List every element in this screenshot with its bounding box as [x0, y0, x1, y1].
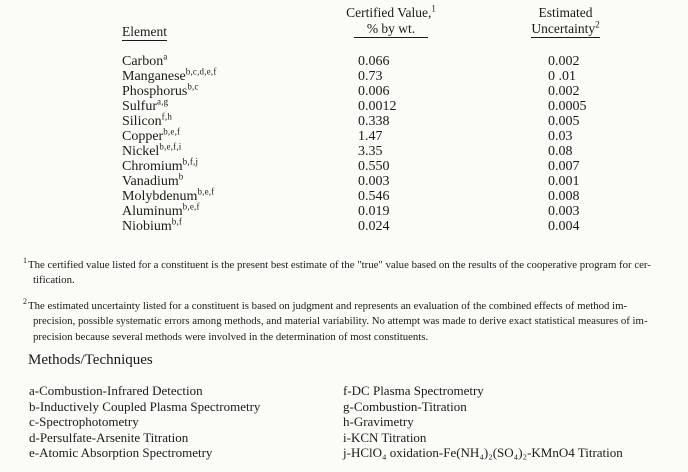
uncertainty-cell: 0.002 [548, 54, 580, 69]
element-name: Aluminum [122, 204, 183, 219]
certified-value-cell: 0.0012 [358, 99, 397, 114]
method-item: e-Atomic Absorption Spectrometry [29, 445, 213, 461]
method-code-superscript: b [178, 171, 184, 182]
uncertainty-column-header [478, 5, 653, 37]
method-item: h-Gravimetry [343, 414, 414, 430]
method-code-superscript: a [163, 51, 168, 62]
element-column-header-label: Element [122, 24, 167, 39]
element-cell [0, 96, 358, 114]
uncertainty-cell: 0.002 [548, 84, 580, 99]
table-row [0, 186, 688, 204]
method-code-superscript: b,f,j [182, 156, 199, 167]
method-item: a-Combustion-Infrared Detection [29, 383, 203, 398]
uncertainty-cell: 0.008 [548, 189, 580, 204]
methods-list-left [29, 383, 260, 461]
method-item: f-DC Plasma Spectrometry [343, 383, 484, 398]
method-item: g-Combustion-Titration [343, 398, 467, 414]
method-item: j-HClO₄ oxidation-Fe(NH₄)₂(SO₄)₂-KMnO4 Titration [343, 445, 623, 461]
footnote-1 [23, 258, 683, 289]
footnote-marker: 2 [23, 297, 27, 307]
element-name: Nickel [122, 144, 160, 159]
table-row [0, 171, 688, 189]
certified-value-column-header [301, 5, 481, 37]
element-name: Phosphorus [122, 84, 188, 99]
element-cell [0, 81, 358, 99]
certified-value-header-label: Certified Value, [346, 5, 432, 20]
element-name: Sulfur [122, 99, 157, 114]
table-row [0, 111, 688, 129]
element-cell [0, 171, 358, 189]
method-item: c-Spectrophotometry [29, 414, 139, 430]
table-row [0, 51, 688, 69]
method-item: d-Persulfate-Arsenite Titration [29, 429, 189, 445]
element-cell [0, 186, 358, 204]
element-cell [0, 216, 358, 234]
uncertainty-header-label: Uncertainty [531, 21, 596, 36]
method-code-superscript: b,e,f [197, 186, 215, 197]
footnote-2 [23, 299, 683, 345]
certified-value-cell: 0.066 [358, 54, 390, 69]
uncertainty-cell: 0 .01 [548, 69, 576, 84]
footnote-text: precision, possible systematic errors among methods, and material variability. No attempt was made to derive exact statistical measures of im- [33, 315, 648, 328]
uncertainty-cell: 0.0005 [548, 99, 587, 114]
table-header [0, 5, 688, 40]
method-code-superscript: b,f [171, 216, 183, 227]
uncertainty-cell: 0.08 [548, 144, 573, 159]
footnote-text: The estimated uncertainty listed for a constituent is based on judgment and represents an evaluation of the combined effects of method im- [28, 300, 628, 312]
certified-value-cell: 0.73 [358, 69, 383, 84]
table-row [0, 216, 688, 234]
uncertainty-cell: 0.005 [548, 114, 580, 129]
certified-value-cell: 0.550 [358, 159, 390, 174]
uncertainty-cell: 0.03 [548, 129, 573, 144]
footnote-text: precision because several methods were involved in the determination of most constituents. [33, 330, 429, 343]
method-code-superscript: b,c [187, 81, 199, 92]
certified-value-cell: 3.35 [358, 144, 383, 159]
estimated-label: Estimated [538, 5, 593, 20]
element-name: Manganese [122, 69, 186, 84]
table-row [0, 96, 688, 114]
element-cell [0, 141, 358, 159]
element-cell [0, 66, 358, 84]
footnote-marker: 1 [23, 256, 27, 266]
table-row [0, 201, 688, 219]
table-body [0, 51, 688, 234]
certified-value-cell: 0.019 [358, 204, 390, 219]
certified-value-cell: 0.546 [358, 189, 390, 204]
method-code-superscript: b,e,f [182, 201, 200, 212]
methods-list-right [343, 383, 623, 461]
method-code-superscript: b,c,d,e,f [185, 66, 217, 77]
method-item: b-Inductively Coupled Plasma Spectrometry [29, 398, 261, 414]
table-row [0, 126, 688, 144]
certified-value-cell: 0.338 [358, 114, 390, 129]
element-name: Chromium [122, 159, 183, 174]
method-item: i-KCN Titration [343, 429, 427, 445]
certified-value-cell: 0.024 [358, 219, 390, 234]
uncertainty-cell: 0.007 [548, 159, 580, 174]
element-name: Vanadium [122, 174, 179, 189]
element-column-header [122, 24, 167, 40]
element-name: Copper [122, 129, 164, 144]
table-row [0, 156, 688, 174]
element-name: Niobium [122, 219, 172, 234]
uncertainty-cell: 0.003 [548, 204, 580, 219]
table-row [0, 66, 688, 84]
footnote-text: tification. [33, 274, 75, 287]
footnote-2-reference: 2 [595, 19, 600, 30]
element-name: Silicon [122, 114, 162, 129]
element-cell [0, 51, 358, 69]
uncertainty-cell: 0.004 [548, 219, 580, 234]
methods-heading: Methods/Techniques [28, 352, 153, 368]
method-code-superscript: b,e,f [163, 126, 181, 137]
method-code-superscript: b,e,f,i [159, 141, 182, 152]
table-row [0, 81, 688, 99]
method-code-superscript: f,h [161, 111, 173, 122]
method-code-superscript: a,g [157, 96, 169, 107]
table-row [0, 141, 688, 159]
element-name: Molybdenum [122, 189, 198, 204]
certified-value-cell: 0.003 [358, 174, 390, 189]
footnote-text: The certified value listed for a constituent is the present best estimate of the "true" value based on the results of the cooperative program for cer- [28, 259, 651, 271]
footnote-1-reference: 1 [431, 3, 436, 14]
percent-by-wt-label: % by wt. [354, 21, 428, 38]
certified-value-cell: 1.47 [358, 129, 383, 144]
uncertainty-cell: 0.001 [548, 174, 580, 189]
element-name: Carbon [122, 54, 164, 69]
certified-value-cell: 0.006 [358, 84, 390, 99]
